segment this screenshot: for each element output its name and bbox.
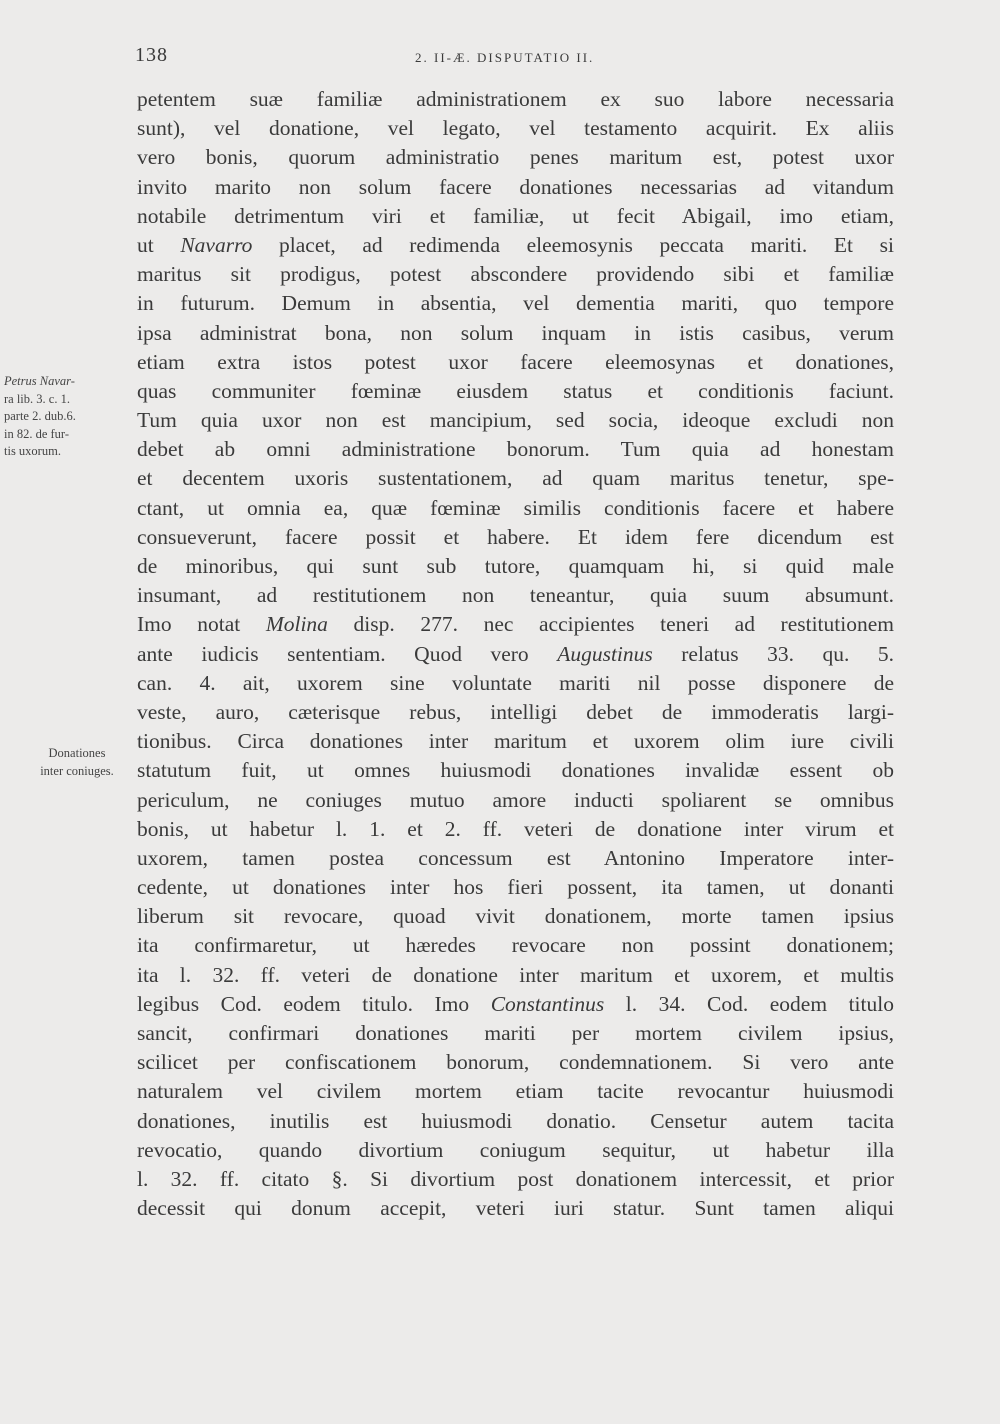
- text-line: et decentem uxoris sustentationem, ad quam maritus tenetur, spe-: [137, 466, 894, 491]
- running-head: 2. II-Æ. DISPUTATIO II.: [415, 50, 595, 65]
- text-line: donationes, inutilis est huiusmodi donatio. Censetur autem tacita: [137, 1108, 894, 1133]
- text-line: tionibus. Circa donationes inter maritum et uxorem olim iure civili: [137, 729, 894, 754]
- text-line: ita confirmaretur, ut hæredes revocare non possint donationem;: [137, 933, 894, 958]
- page-number: 138: [135, 44, 168, 66]
- text-line: legibus Cod. eodem titulo. Imo Constantinus l. 34. Cod. eodem titulo: [137, 991, 894, 1016]
- margin-note-line: Petrus Navar-: [4, 374, 75, 388]
- text-line: l. 32. ff. citato §. Si divortium post donationem intercessit, et prior: [137, 1166, 894, 1191]
- margin-note-line: inter coniuges.: [40, 763, 114, 778]
- text-line: revocatio, quando divortium coniugum sequitur, ut habetur illa: [137, 1137, 894, 1162]
- text-line: debet ab omni administratione bonorum. Tum quia ad honestam: [137, 437, 894, 462]
- text-line: invito marito non solum facere donationes necessarias ad vitandum: [137, 174, 894, 199]
- page-header: [0, 44, 1000, 74]
- text-line: vero bonis, quorum administratio penes maritum est, potest uxor: [137, 145, 894, 170]
- text-line: ita l. 32. ff. veteri de donatione inter maritum et uxorem, et multis: [137, 962, 894, 987]
- text-line: petentem suæ familiæ administrationem ex suo labore necessaria: [137, 87, 894, 111]
- margin-note-line: Donationes: [48, 746, 106, 760]
- text-line: ut Navarro placet, ad redimenda eleemosynis peccata mariti. Et si: [137, 232, 894, 257]
- body-text: [137, 85, 894, 1223]
- margin-note-donationes: [22, 745, 132, 780]
- text-line: decessit qui donum accepit, veteri iuri statur. Sunt tamen aliqui: [137, 1196, 894, 1221]
- text-line: insumant, ad restitutionem non teneantur, quia suum absumunt.: [137, 583, 894, 608]
- text-line: liberum sit revocare, quoad vivit donationem, morte tamen ipsius: [137, 904, 894, 929]
- text-line: quas communiter fœminæ eiusdem status et conditionis faciunt.: [137, 378, 894, 403]
- text-line: etiam extra istos potest uxor facere eleemosynas et donationes,: [137, 349, 894, 374]
- text-line: sunt), vel donatione, vel legato, vel testamento acquirit. Ex aliis: [137, 116, 894, 141]
- text-line: statutum fuit, ut omnes huiusmodi donationes invalidæ essent ob: [137, 758, 894, 783]
- text-line: sancit, confirmari donationes mariti per mortem civilem ipsius,: [137, 1021, 894, 1045]
- margin-note-line: tis uxorum.: [4, 444, 61, 458]
- margin-note-line: ra lib. 3. c. 1.: [4, 391, 70, 406]
- margin-note-navarra: [4, 373, 132, 461]
- text-line: bonis, ut habetur l. 1. et 2. ff. veteri de donatione inter virum et: [137, 816, 894, 841]
- text-line: maritus sit prodigus, potest abscondere providendo sibi et familiæ: [137, 262, 894, 287]
- margin-note-line: parte 2. dub.6.: [4, 409, 76, 423]
- text-line: notabile detrimentum viri et familiæ, ut fecit Abigail, imo etiam,: [137, 203, 894, 228]
- text-line: uxorem, tamen postea concessum est Antonino Imperatore inter-: [137, 845, 894, 870]
- text-line: consueverunt, facere possit et habere. Et idem fere dicendum est: [137, 524, 894, 549]
- text-line: Imo notat Molina disp. 277. nec accipientes teneri ad restitutionem: [137, 612, 894, 637]
- margin-note-line: in 82. de fur-: [4, 426, 70, 441]
- text-line: ante iudicis sententiam. Quod vero Augustinus relatus 33. qu. 5.: [137, 641, 894, 666]
- text-line: Tum quia uxor non est mancipium, sed socia, ideoque excludi non: [137, 408, 894, 433]
- text-line: scilicet per confiscationem bonorum, condemnationem. Si vero ante: [137, 1050, 894, 1075]
- text-line: cedente, ut donationes inter hos fieri possent, ita tamen, ut donanti: [137, 875, 894, 900]
- text-line: ctant, ut omnia ea, quæ fœminæ similis conditionis facere et habere: [137, 495, 894, 520]
- text-line: ipsa administrat bona, non solum inquam in istis casibus, verum: [137, 320, 894, 345]
- text-line: naturalem vel civilem mortem etiam tacite revocantur huiusmodi: [137, 1079, 894, 1104]
- text-line: can. 4. ait, uxorem sine voluntate mariti nil posse disponere de: [137, 670, 894, 695]
- text-line: periculum, ne coniuges mutuo amore inducti spoliarent se omnibus: [137, 787, 894, 812]
- text-line: de minoribus, qui sunt sub tutore, quamquam hi, si quid male: [137, 554, 894, 578]
- text-line: veste, auro, cæterisque rebus, intelligi debet de immoderatis largi-: [137, 699, 894, 724]
- text-line: in futurum. Demum in absentia, vel dementia mariti, quo tempore: [137, 291, 894, 316]
